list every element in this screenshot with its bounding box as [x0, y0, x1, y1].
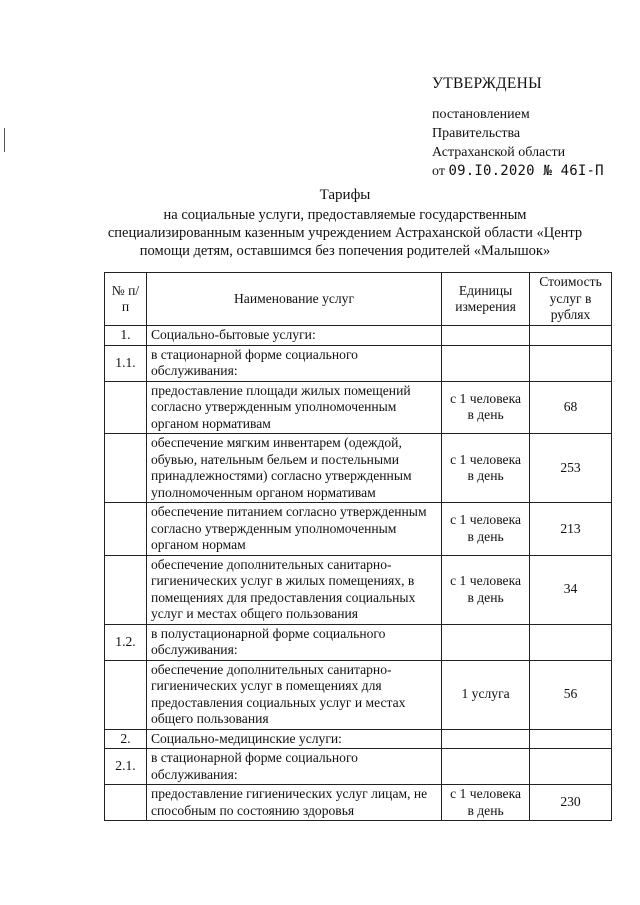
row-unit [442, 345, 530, 381]
approval-stamp [432, 74, 632, 181]
row-num [105, 785, 147, 821]
row-unit: с 1 человека в день [442, 503, 530, 556]
row-price: 230 [530, 785, 612, 821]
table-row [105, 555, 612, 624]
row-unit [442, 729, 530, 749]
row-num [105, 660, 147, 729]
row-num [105, 555, 147, 624]
row-price [530, 749, 612, 785]
row-price: 34 [530, 555, 612, 624]
row-unit: с 1 человека в день [442, 555, 530, 624]
title-subtitle: на социальные услуги, предоставляемые государственным специализированным казенным учреждением Астраханской области «Центр помощи детям, оставшимся без попечения родителей «Малышок» [107, 207, 583, 259]
row-unit: с 1 человека в день [442, 381, 530, 434]
table-row [105, 434, 612, 503]
title-main: Тарифы [319, 187, 371, 203]
row-num: 2. [105, 729, 147, 749]
row-price [530, 345, 612, 381]
table-row [105, 503, 612, 556]
row-num: 1. [105, 326, 147, 346]
row-name: в стационарной форме социального обслуживания: [146, 749, 441, 785]
row-price [530, 326, 612, 346]
row-num [105, 381, 147, 434]
approval-date-row [432, 162, 632, 181]
row-num: 1.1. [105, 345, 147, 381]
header-price: Стоимость услуг в рублях [530, 273, 612, 326]
header-num: № п/п [105, 273, 147, 326]
row-unit [442, 326, 530, 346]
row-unit: 1 услуга [442, 660, 530, 729]
row-num: 2.1. [105, 749, 147, 785]
approval-date-number: 09.I0.2020 № 46I-П [448, 163, 604, 179]
row-price [530, 624, 612, 660]
row-unit [442, 749, 530, 785]
table-row [105, 660, 612, 729]
row-price: 68 [530, 381, 612, 434]
header-unit: Единицы измерения [442, 273, 530, 326]
approval-line-3: Астраханской области [432, 145, 566, 160]
row-name: предоставление площади жилых помещений согласно утвержденным уполномоченным органом нормативам [146, 381, 441, 434]
table-row [105, 326, 612, 346]
row-name: обеспечение мягким инвентарем (одеждой, обувью, нательным бельем и постельными принадлежностями) согласно утвержденным уполномоченным органом нормативам [146, 434, 441, 503]
tariffs-table [104, 272, 612, 821]
row-name: обеспечение дополнительных санитарно-гигиенических услуг в помещениях для предоставления социальных услуг и местах общего пользования [146, 660, 441, 729]
document-title [100, 186, 590, 260]
header-name: Наименование услуг [146, 273, 441, 326]
row-num [105, 434, 147, 503]
row-unit: с 1 человека в день [442, 785, 530, 821]
approval-heading: УТВЕРЖДЕНЫ [432, 75, 542, 92]
row-num: 1.2. [105, 624, 147, 660]
page-edge-mark [4, 128, 5, 152]
row-price: 56 [530, 660, 612, 729]
row-name: Социально-медицинские услуги: [146, 729, 441, 749]
row-price: 213 [530, 503, 612, 556]
table-row [105, 785, 612, 821]
row-name: обеспечение дополнительных санитарно-гигиенических услуг в жилых помещениях, в помещениях для предоставления социальных услуг и местах общего пользования [146, 555, 441, 624]
table-row [105, 729, 612, 749]
row-unit: с 1 человека в день [442, 434, 530, 503]
approval-date-prefix: от [432, 164, 445, 179]
row-num [105, 503, 147, 556]
row-name: Социально-бытовые услуги: [146, 326, 441, 346]
row-name: в стационарной форме социального обслуживания: [146, 345, 441, 381]
row-name: в полустационарной форме социального обслуживания: [146, 624, 441, 660]
row-name: обеспечение питанием согласно утвержденным согласно утвержденным уполномоченным органом нормам [146, 503, 441, 556]
approval-line-2: Правительства [432, 126, 521, 141]
row-name: предоставление гигиенических услуг лицам, не способным по состоянию здоровья [146, 785, 441, 821]
table-row [105, 749, 612, 785]
table-row [105, 345, 612, 381]
table-row [105, 624, 612, 660]
row-price: 253 [530, 434, 612, 503]
row-unit [442, 624, 530, 660]
approval-line-1: постановлением [432, 107, 530, 122]
row-price [530, 729, 612, 749]
table-row [105, 381, 612, 434]
table-header-row [105, 273, 612, 326]
